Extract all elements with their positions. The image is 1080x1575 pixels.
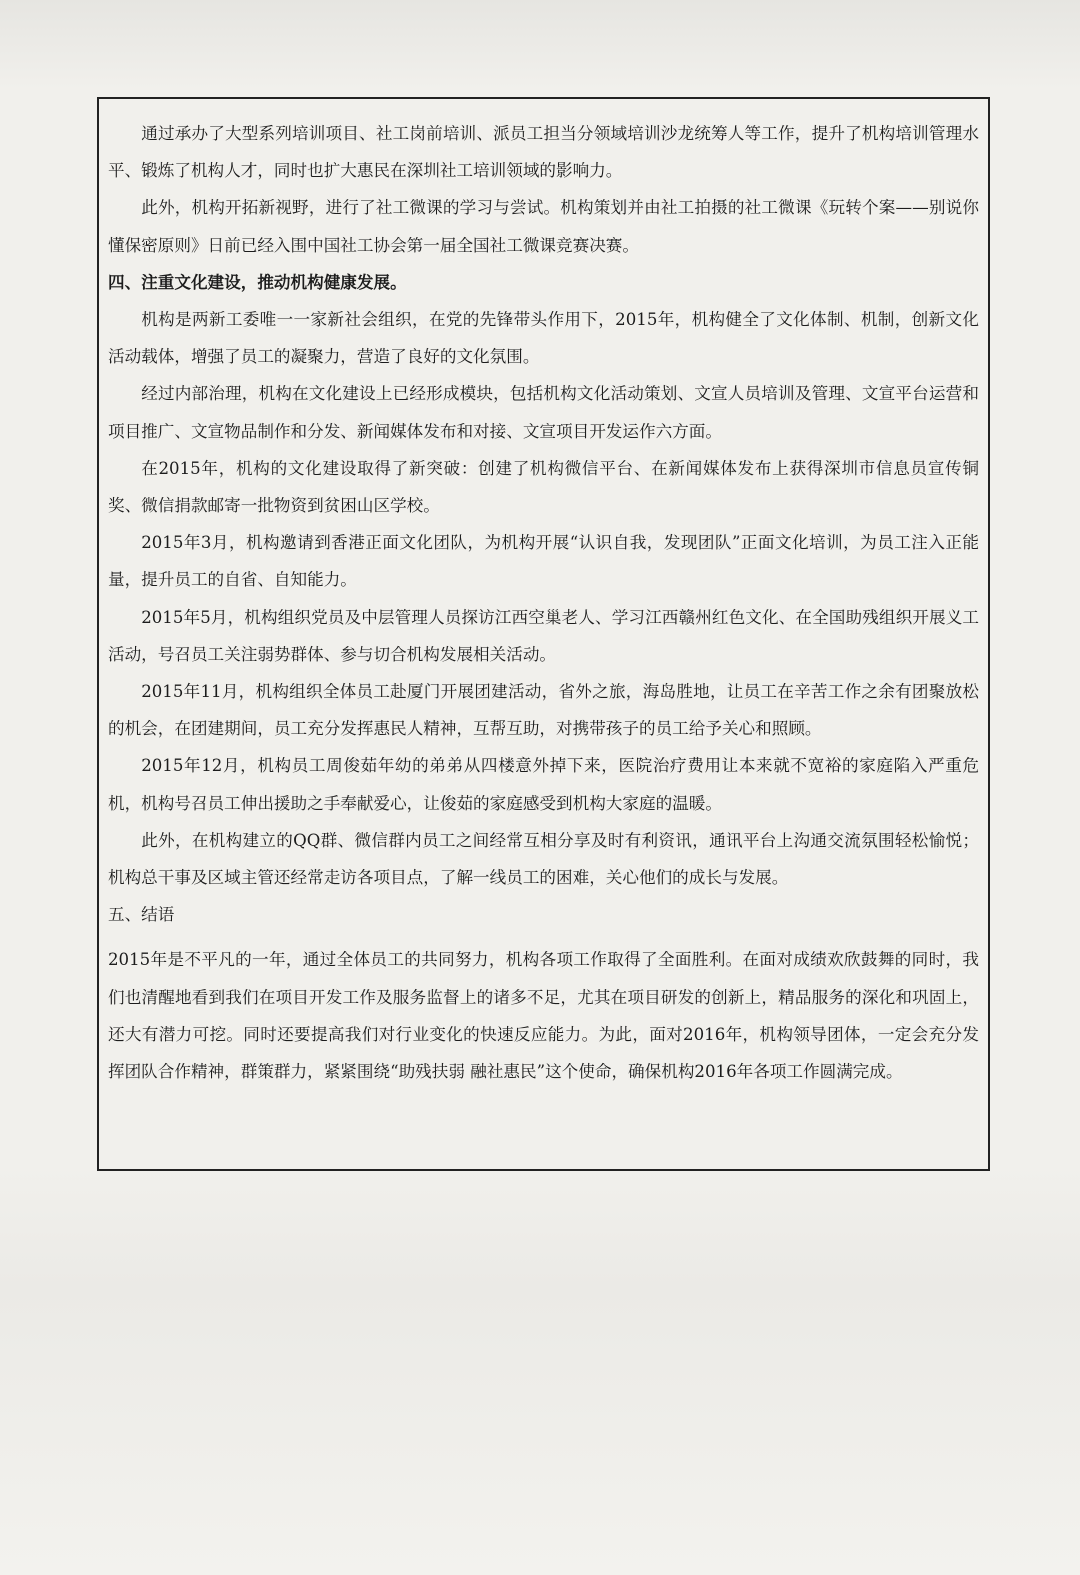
section-heading-culture: 四、注重文化建设，推动机构健康发展。 (108, 271, 407, 292)
paragraph-culture-modules: 经过内部治理，机构在文化建设上已经形成模块，包括机构文化活动策划、文宣人员培训及管理、文宣平台运营和项目推广、文宣物品制作和分发、新闻媒体发布和对接、文宣项目开发运作六方面。 (108, 384, 979, 441)
paragraph-may: 2015年5月，机构组织党员及中层管理人员探访江西空巢老人、学习江西赣州红色文化、在全国助残组织开展义工活动，号召员工关注弱势群体、参与切合机构发展相关活动。 (108, 607, 979, 664)
paragraph-november: 2015年11月，机构组织全体员工赴厦门开展团建活动，省外之旅，海岛胜地，让员工在辛苦工作之余有团聚放松的机会，在团建期间，员工充分发挥惠民人精神，互帮互助，对携带孩子的员工给予关心和照顾。 (108, 682, 979, 739)
paragraph-culture-breakthrough: 在2015年，机构的文化建设取得了新突破：创建了机构微信平台、在新闻媒体发布上获得深圳市信息员宣传铜奖、微信捐款邮寄一批物资到贫困山区学校。 (108, 458, 979, 516)
paragraph-december: 2015年12月，机构员工周俊茹年幼的弟弟从四楼意外掉下来，医院治疗费用让本来就不宽裕的家庭陷入严重危机，机构号召员工伸出援助之手奉献爱心，让俊茹的家庭感受到机构大家庭的温暖。 (108, 756, 979, 813)
paragraph-communication: 此外，在机构建立的QQ群、微信群内员工之间经常互相分享及时有利资讯，通讯平台上沟通交流氛围轻松愉悦；机构总干事及区域主管还经常走访各项目点，了解一线员工的困难，关心他们的成长与发展。 (108, 830, 979, 888)
paragraph-march: 2015年3月，机构邀请到香港正面文化团队，为机构开展“认识自我，发现团队”正面文化培训，为员工注入正能量，提升员工的自省、自知能力。 (108, 533, 979, 590)
section-heading-conclusion: 五、结语 (108, 905, 175, 925)
paragraph-micro-course: 此外，机构开拓新视野，进行了社工微课的学习与尝试。机构策划并由社工拍摄的社工微课《玩转个案——别说你懂保密原则》日前已经入围中国社工协会第一届全国社工微课竞赛决赛。 (108, 198, 979, 255)
scan-shadow-top (0, 0, 1080, 90)
paragraph-conclusion: 2015年是不平凡的一年，通过全体员工的共同努力，机构各项工作取得了全面胜利。在面对成绩欢欣鼓舞的同时，我们也清醒地看到我们在项目开发工作及服务监督上的诸多不足，尤其在项目研发的创新上，精品服务的深化和巩固上，还大有潜力可挖。同时还要提高我们对行业变化的快速反应能力。为此，面对2016年，机构领导团体，一定会充分发挥团队合作精神，群策群力，紧紧围绕“助残扶弱 融社惠民”这个使命，确保机构2016年各项工作圆满完成。 (108, 950, 979, 1082)
scan-shadow-bottom (0, 1165, 1080, 1575)
document-frame (97, 97, 990, 1171)
paragraph-training: 通过承办了大型系列培训项目、社工岗前培训、派员工担当分领域培训沙龙统筹人等工作，提升了机构培训管理水平、锻炼了机构人才，同时也扩大惠民在深圳社工培训领域的影响力。 (108, 124, 979, 181)
paragraph-culture-intro: 机构是两新工委唯一一家新社会组织，在党的先锋带头作用下，2015年，机构健全了文化体制、机制，创新文化活动载体，增强了员工的凝聚力，营造了良好的文化氛围。 (108, 310, 979, 367)
